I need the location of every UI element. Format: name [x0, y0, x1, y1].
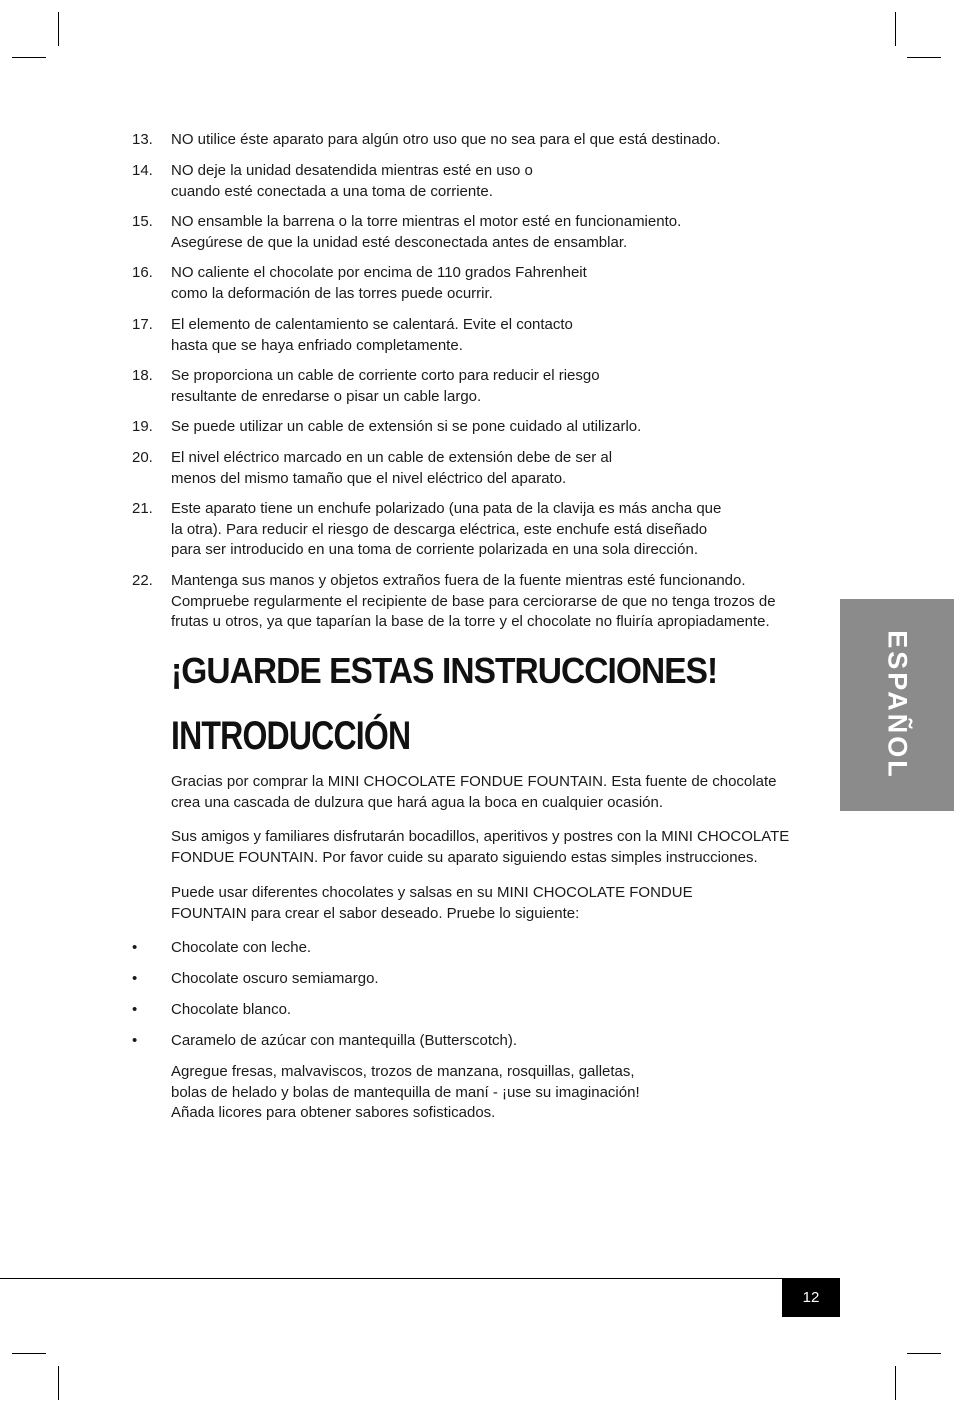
crop-mark	[895, 1366, 896, 1400]
item-text: Se proporciona un cable de corriente corto para reducir el riesgo resultante de enredarse o pisar un cable largo.	[171, 367, 600, 405]
item-text: NO utilice éste aparato para algún otro uso que no sea para el que está destinado.	[171, 131, 721, 148]
crop-mark	[907, 1353, 941, 1354]
crop-mark	[12, 57, 46, 58]
item-text: Mantenga sus manos y objetos extraños fuera de la fuente mientras esté funcionando. Compruebe regularmente el recipiente de base para cerciorarse de que no tenga trozos de frutas u otros, ya que taparían la base de la torre y el chocolate no fluiría apropiadamente.	[171, 572, 776, 630]
footer-rule	[0, 1278, 840, 1279]
bullet-symbol: •	[132, 970, 138, 987]
bullet-text: Chocolate oscuro semiamargo.	[171, 970, 379, 987]
page-number: 12	[802, 1289, 820, 1306]
language-tab	[840, 599, 954, 811]
crop-mark	[58, 1366, 59, 1400]
bullet-symbol: •	[132, 1001, 138, 1018]
item-text: Se puede utilizar un cable de extensión si se pone cuidado al utilizarlo.	[171, 418, 642, 435]
item-text: El elemento de calentamiento se calentará. Evite el contacto hasta que se haya enfriado completamente.	[171, 316, 573, 354]
introduction-heading: INTRODUCCIÓN	[171, 714, 411, 758]
bullet-text: Chocolate con leche.	[171, 939, 312, 956]
item-text: NO deje la unidad desatendida mientras esté en uso o cuando esté conectada a una toma de corriente.	[171, 162, 533, 200]
item-number: 22.	[132, 572, 153, 589]
item-number: 18.	[132, 367, 153, 384]
closing-paragraph: Agregue fresas, malvaviscos, trozos de manzana, rosquillas, galletas, bolas de helado y bolas de mantequilla de maní - ¡use su imaginación! Añada licores para obtener sabores sofisticados.	[171, 1063, 640, 1121]
bullet-symbol: •	[132, 939, 138, 956]
intro-paragraph: Sus amigos y familiares disfrutarán bocadillos, aperitivos y postres con la MINI CHOCOLATE FONDUE FOUNTAIN. Por favor cuide su aparato siguiendo estas simples instrucciones.	[171, 828, 790, 866]
item-number: 21.	[132, 500, 153, 517]
crop-mark	[907, 57, 941, 58]
language-tab-label: ESPAÑOL	[882, 630, 913, 780]
item-number: 14.	[132, 162, 153, 179]
item-text: NO ensamble la barrena o la torre mientras el motor esté en funcionamiento. Asegúrese de que la unidad esté desconectada antes de ensamblar.	[171, 213, 682, 251]
crop-mark	[895, 12, 896, 46]
item-number: 16.	[132, 264, 153, 281]
item-number: 19.	[132, 418, 153, 435]
item-text: Este aparato tiene un enchufe polarizado (una pata de la clavija es más ancha que la otra). Para reducir el riesgo de descarga eléctrica, este enchufe está diseñado para ser introducido en una toma de corriente polarizada en una sola dirección.	[171, 500, 722, 558]
item-number: 17.	[132, 316, 153, 333]
bullet-text: Chocolate blanco.	[171, 1001, 292, 1018]
bullet-text: Caramelo de azúcar con mantequilla (Butterscotch).	[171, 1032, 517, 1049]
item-number: 20.	[132, 449, 153, 466]
intro-paragraph: Gracias por comprar la MINI CHOCOLATE FONDUE FOUNTAIN. Esta fuente de chocolate crea una cascada de dulzura que hará agua la boca en cualquier ocasión.	[171, 773, 777, 811]
crop-mark	[12, 1353, 46, 1354]
item-text: NO caliente el chocolate por encima de 110 grados Fahrenheit como la deformación de las torres puede ocurrir.	[171, 264, 587, 302]
item-number: 15.	[132, 213, 153, 230]
page-number-box	[782, 1278, 840, 1317]
item-text: El nivel eléctrico marcado en un cable de extensión debe de ser al menos del mismo tamaño que el nivel eléctrico del aparato.	[171, 449, 613, 487]
save-instructions-heading: ¡GUARDE ESTAS INSTRUCCIONES!	[171, 650, 718, 691]
bullet-symbol: •	[132, 1032, 138, 1049]
crop-mark	[58, 12, 59, 46]
intro-paragraph: Puede usar diferentes chocolates y salsas en su MINI CHOCOLATE FONDUE FOUNTAIN para crear el sabor deseado. Pruebe lo siguiente:	[171, 884, 693, 922]
item-number: 13.	[132, 131, 153, 148]
